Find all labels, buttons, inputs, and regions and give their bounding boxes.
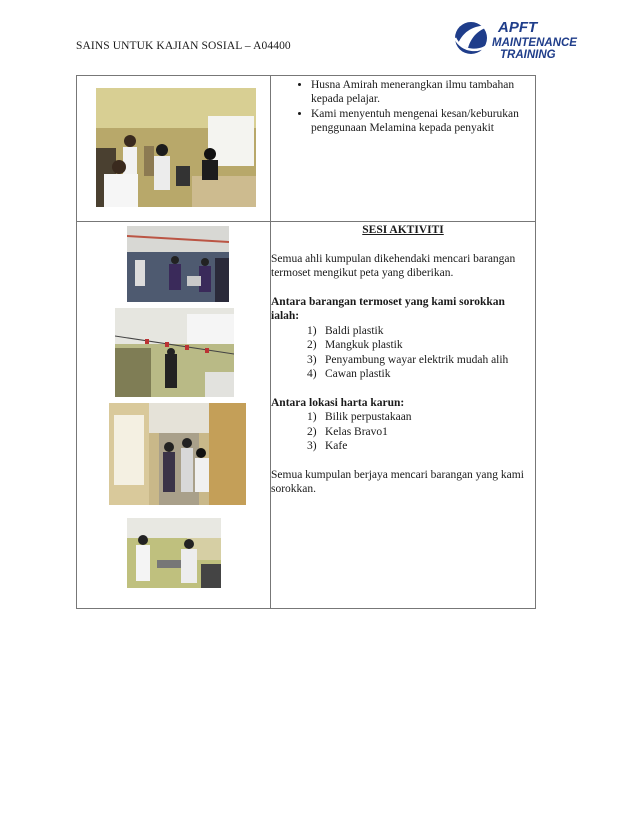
locations-list bbox=[271, 410, 535, 453]
table-row bbox=[77, 222, 536, 609]
list-item: 2) Kelas Bravo1 bbox=[307, 425, 388, 438]
svg-text:APFT: APFT bbox=[498, 19, 538, 36]
document-header-title: SAINS UNTUK KAJIAN SOSIAL – A04400 bbox=[76, 40, 291, 52]
closing-paragraph: Semua kumpulan berjaya mencari barangan yang kami sorokkan. bbox=[271, 468, 524, 496]
svg-text:MAINTENANCE: MAINTENANCE bbox=[492, 37, 577, 49]
activity-table bbox=[76, 75, 536, 609]
corridor-photo bbox=[109, 403, 246, 505]
items-heading: Antara barangan termoset yang kami sorokkan ialah: bbox=[271, 296, 505, 323]
list-item: 1) Baldi plastik bbox=[307, 324, 384, 337]
section-heading: SESI AKTIVITI bbox=[362, 224, 444, 236]
activity-photo-4 bbox=[127, 518, 221, 588]
intro-paragraph: Semua ahli kumpulan dikehendaki mencari barangan termoset mengikut peta yang diberikan. bbox=[271, 252, 516, 280]
image-cell bbox=[77, 222, 271, 609]
text-cell bbox=[271, 222, 536, 609]
items-list bbox=[271, 324, 535, 382]
list-item: 2) Mangkuk plastik bbox=[307, 339, 403, 352]
activity-photo-1 bbox=[127, 226, 229, 302]
list-item: 3) Kafe bbox=[307, 440, 348, 453]
table-row bbox=[77, 76, 536, 222]
image-cell bbox=[77, 76, 271, 222]
list-item: 3) Penyambung wayar elektrik mudah alih bbox=[307, 353, 509, 366]
bullet-item: • Kami menyentuh mengenai kesan/keburukan penggunaan Melamina kepada penyakit bbox=[311, 107, 535, 136]
list-item: 4) Cawan plastik bbox=[307, 368, 391, 381]
text-cell bbox=[271, 76, 536, 222]
bullet-list bbox=[271, 78, 535, 136]
apft-logo bbox=[452, 18, 594, 60]
svg-text:TRAINING: TRAINING bbox=[500, 49, 556, 60]
activity-photo-2 bbox=[115, 308, 234, 397]
bullet-item: • Husna Amirah menerangkan ilmu tambahan kepada pelajar. bbox=[311, 78, 535, 107]
locations-heading: Antara lokasi harta karun: bbox=[271, 396, 405, 409]
classroom-presentation-photo bbox=[96, 88, 256, 207]
list-item: 1) Bilik perpustakaan bbox=[307, 411, 412, 424]
